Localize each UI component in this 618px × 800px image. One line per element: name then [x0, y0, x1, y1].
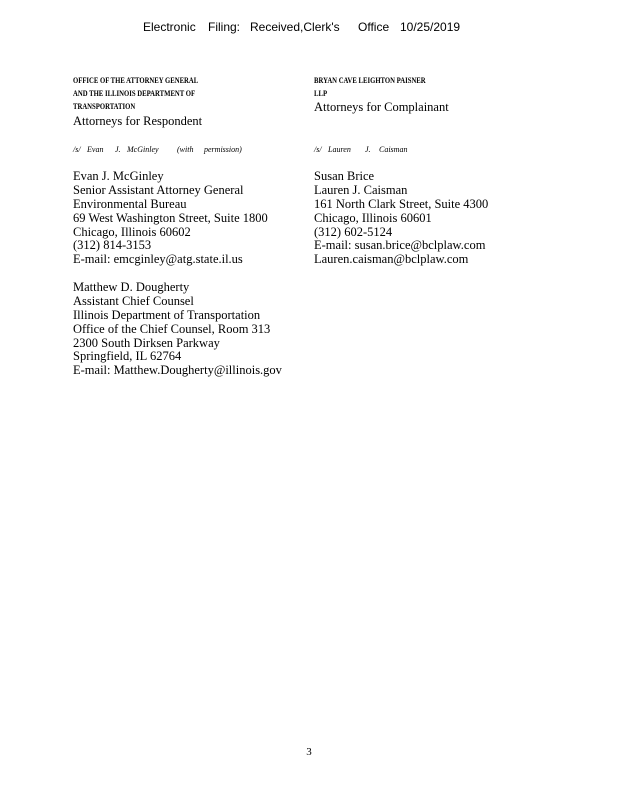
header-office: Office: [358, 20, 390, 34]
page-number: 3: [306, 746, 312, 758]
contact-line: Springfield, IL 62764: [73, 349, 182, 364]
contact-line: 69 West Washington Street, Suite 1800: [73, 210, 268, 225]
header-electronic: Electronic: [143, 20, 196, 34]
contact-line: Senior Assistant Attorney General: [73, 182, 244, 197]
header-date: 10/25/2019: [400, 20, 461, 34]
contact-line: 2300 South Dirksen Parkway: [73, 335, 220, 350]
signature-middle: J.: [365, 145, 371, 154]
contact-line: (312) 602-5124: [314, 224, 393, 239]
complainant-firm: [314, 74, 450, 100]
respondent-firm-line: OFFICE OF THE ATTORNEY GENERAL: [73, 76, 199, 85]
signature-first: Evan: [87, 145, 104, 154]
contact-line: E-mail: Matthew.Dougherty@illinois.gov: [73, 363, 282, 378]
respondent-firm: [73, 74, 226, 113]
header-filing: Filing:: [208, 20, 241, 34]
contact-line: Chicago, Illinois 60601: [314, 210, 432, 225]
respondent-firm-line: TRANSPORTATION: [73, 102, 136, 111]
contact-line: Office of the Chief Counsel, Room 313: [73, 321, 271, 336]
respondent-contact-mcginley: [73, 170, 268, 267]
contact-line: E-mail: susan.brice@bclplaw.com: [314, 238, 486, 253]
signature-last: Caisman: [379, 145, 408, 154]
contact-line: Evan J. McGinley: [73, 169, 164, 183]
signature-permission: permission): [204, 145, 242, 154]
signature-last: McGinley: [127, 145, 159, 154]
signature-slash: /s/: [73, 145, 81, 154]
header-received: Received,Clerk's: [250, 20, 340, 34]
respondent-firm-line: AND THE ILLINOIS DEPARTMENT OF: [73, 89, 196, 98]
contact-line: (312) 814-3153: [73, 238, 152, 253]
contact-line: Illinois Department of Transportation: [73, 307, 261, 322]
contact-line: Lauren.caisman@bclplaw.com: [314, 252, 469, 267]
complainant-role: Attorneys for Complainant: [314, 100, 449, 114]
contact-line: Assistant Chief Counsel: [73, 293, 194, 308]
complainant-firm-line: LLP: [314, 89, 328, 98]
contact-line: E-mail: emcginley@atg.state.il.us: [73, 252, 243, 267]
signature-slash: /s/: [314, 145, 322, 154]
contact-line: Environmental Bureau: [73, 196, 187, 211]
respondent-contact-dougherty: [73, 281, 282, 378]
respondent-role: Attorneys for Respondent: [73, 114, 203, 128]
complainant-firm-line: BRYAN CAVE LEIGHTON PAISNER: [314, 76, 426, 85]
signature-middle: J.: [115, 145, 121, 154]
signature-with: (with: [177, 145, 194, 154]
complainant-contact: [314, 170, 488, 267]
contact-line: Lauren J. Caisman: [314, 182, 408, 197]
contact-line: Matthew D. Dougherty: [73, 280, 190, 294]
contact-line: Chicago, Illinois 60602: [73, 224, 191, 239]
signature-first: Lauren: [328, 145, 351, 154]
contact-line: Susan Brice: [314, 169, 375, 183]
contact-line: 161 North Clark Street, Suite 4300: [314, 196, 489, 211]
